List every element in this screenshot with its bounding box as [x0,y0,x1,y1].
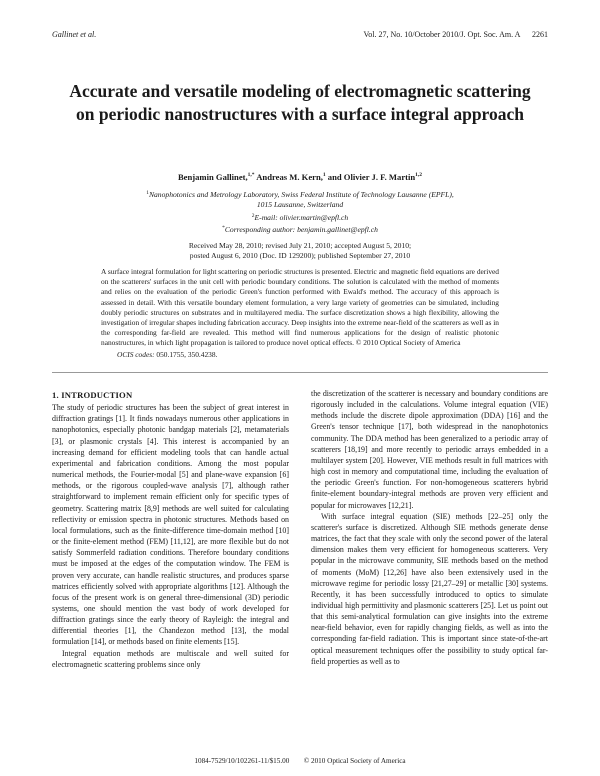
right-column [311,388,548,667]
affil-line-1: Nanophotonics and Metrology Laboratory, Swiss Federal Institute of Technology Lausanne (EPFL), [148,190,454,199]
author-gallinet: Benjamin Gallinet, [177,172,248,182]
affiliations [60,188,540,236]
affil-corresponding[interactable]: Corresponding author: benjamin.gallinet@epfl.ch [224,225,378,235]
page-footer: 1084-7529/10/102261-11/$15.00 © 2010 Optical Society of America [194,757,406,765]
publication-dates [60,241,540,262]
author-martin: and Olivier J. F. Martin [325,172,416,182]
running-header-journal: Vol. 27, No. 10/October 2010/J. Opt. Soc. Am. A 2261 [363,30,548,39]
affil-sup-1: 1 [146,190,149,196]
dates-line-2: posted August 6, 2010 (Doc. ID 129200); published September 27, 2010 [189,251,411,261]
ocis-values: 050.1755, 350.4238. [154,350,218,359]
author-martin-sup: 1,2 [415,172,423,179]
intro-paragraph-1: The study of periodic structures has been the subject of great interest in diffraction gratings [1]. It finds nowadays numerous other applications in nanophotonics, especially photonic bandgap materials [2], metamaterials [3], or plasmonic crystals [4]. This interest is accompanied by an increasing demand for efficient modeling tools that can handle actual experimental and fabrication conditions. Among the most popular numerical methods, the Fourier-modal [5] and plane-wave expansion [6] methods, or the rigorous coupled-wave analysis [7], although rather straightforward to implement remain efficient only for specific types of geometry. Scattering matrix [8,9] methods are well suited for calculating reflectivity or emission spectra in photonic structures. Methods based on local formulations, such as the finite-difference time-domain method [10] or the finite-element method (FEM) [11,12], are more flexible but do not satisfy Sommerfeld radiation conditions. Therefore boundary conditions must be imposed at the edges of the computation window. The FEM is proven very accurate, can handle realistic structures, and produces sparse matrices efficiently solved with appropriate algorithms [12]. Although the focus of the present work is on general three-dimensional (3D) periodic systems, one should mention the vast body of work developed for diffraction gratings since the early theory of Rayleigh: the integral and differential theories [1], the Chandezon method [13], the modal formulation [14], or methods based on finite elements [15]. [52,403,289,647]
ocis-codes [117,350,217,359]
abstract: A surface integral formulation for light scattering on periodic structures is presented. Electric and magnetic field equations are derived on the scatterers' surfaces in the unit cell with periodic boundary conditions. The solution is calculated with the method of moments and relies on the evaluation of the periodic Green's function performed with Ewald's method. The accuracy of this approach is assessed in detail. With this versatile boundary element formulation, a very large variety of geometries can be simulated, including doubly periodic structures on substrates and in multilayered media. The surface discretization shows a high flexibility, allowing the investigation of irregular shapes including fabrication accuracy. Deep insights into the extreme near-field of the scatterers as well as in the corresponding far-field are revealed. This method will find numerous applications for the design of realistic photonic nanostructures, in which light propagation is tailored to produce novel optical effects. © 2010 Optical Society of America [101,267,499,348]
author-list [60,172,540,182]
affil-line-2: 1015 Lausanne, Switzerland [256,200,344,210]
author-kern-sup: 1 [322,172,326,179]
intro-paragraph-4: With surface integral equation (SIE) methods [22–25] only the scatterer's surface is discretized. Although SIE methods generate dense matrices, the fact that they scale with only the second power of the lateral dimension makes them very efficient for homogeneous scatterers. Very popular in the microwave community, SIE methods based on the method of moments (MoM) [12,26] have also been extensively used in the microwave regime for periodic lossy [21,27–29] or metallic [30] systems. Recently, it has been successfully introduced to optics to simulate individual high permittivity and plasmonic scatterers [25]. Let us point out that this semi-analytical formulation can give insights into the extreme near-field behavior, even for rapidly changing fields, as well as into the corresponding far-field radiation. This is important since state-of-the-art optical measurement techniques offer the possibility to study optical far-field properties as well as to [311,511,548,666]
article-title: Accurate and versatile modeling of electromagnetic scattering on periodic nanostructures with a surface integral approach [69,81,531,124]
intro-paragraph-2: Integral equation methods are multiscale and well suited for electromagnetic scattering problems since only [52,648,289,669]
author-gallinet-sup: 1,* [247,172,255,179]
ocis-label: OCIS codes: [117,350,155,359]
section-heading-introduction: 1. INTRODUCTION [52,390,133,400]
left-column [52,390,289,670]
dates-line-1: Received May 28, 2010; revised July 21, 2010; accepted August 5, 2010; [188,241,412,250]
abstract-divider [52,372,548,373]
intro-paragraph-3: the discretization of the scatterer is necessary and boundary conditions are rigorously included in the calculations. Volume integral equation (VIE) methods include the discrete dipole approximation (DDA) [16] and the Green's tensor technique [17], both widespread in the nanophotonics community. The DDA method has been generalized to a periodic array of scatterers [18,19] and more recently to periodic arrays embedded in a multilayer system [20]. However, VIE methods result in full matrices with high cost in memory and computational time, including the evaluation of the periodic Green's function. For non-homogeneous scatterers hybrid finite-element boundary-integral methods are proven very efficient and popular for microwaves [12,21]. [311,389,548,510]
affil-email-martin[interactable]: E-mail: olivier.martin@epfl.ch [254,212,349,222]
affil-star: * [222,225,225,232]
affil-sup-2: 2 [251,212,255,219]
running-header-authors: Gallinet et al. [52,30,97,39]
author-kern: Andreas M. Kern, [254,172,323,182]
